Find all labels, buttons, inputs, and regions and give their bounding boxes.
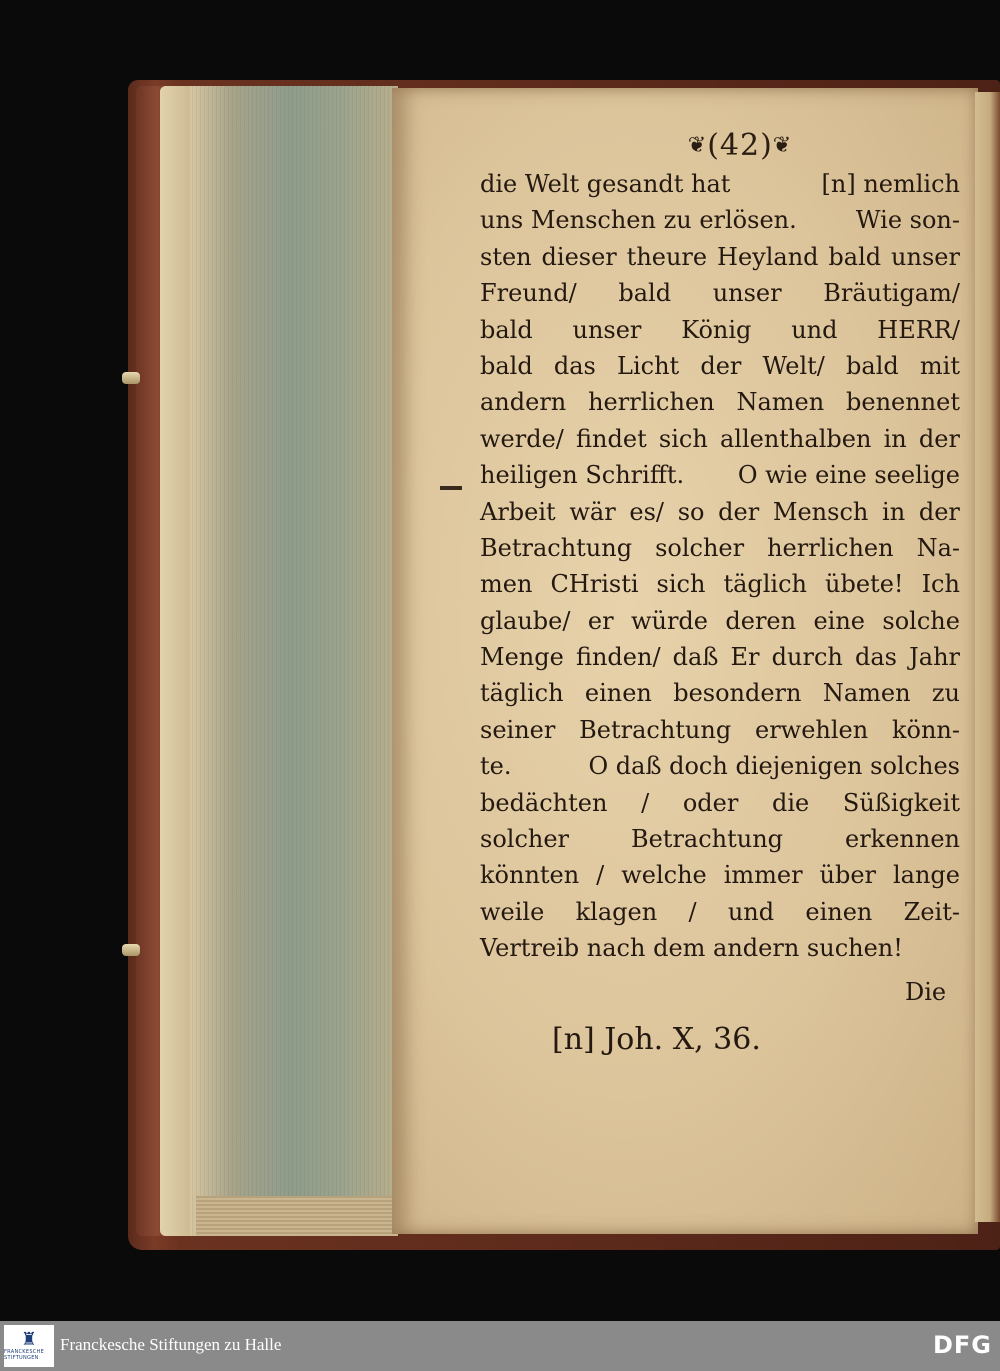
text-word: Welt/ (762, 351, 825, 380)
catchword: Die (905, 978, 947, 1006)
footer-bar (0, 1321, 1000, 1371)
text-word: könn- (891, 715, 960, 744)
text-word: daß (672, 643, 719, 672)
text-word: unser (712, 279, 782, 308)
text-word: dieser (541, 242, 617, 271)
text-word: herrlichen (588, 388, 715, 417)
text-word: Menge (480, 643, 564, 672)
text-word: täglich (723, 570, 808, 599)
ornament-right-icon: ❦ (772, 133, 793, 158)
text-line (480, 166, 960, 202)
text-word: solche (882, 606, 960, 635)
text-word: solcher (655, 533, 745, 562)
text-line (480, 712, 960, 748)
text-word: sten (480, 242, 532, 271)
text-word: lange (892, 861, 960, 890)
marginal-mark (440, 486, 462, 490)
text-word: Arbeit (480, 497, 556, 526)
text-line (480, 457, 960, 493)
text-word: HERR/ (877, 315, 960, 344)
text-word: Betrachtung (630, 825, 784, 854)
page-right-edge (975, 92, 1000, 1222)
text-line (480, 675, 960, 711)
text-word: allenthalben (719, 424, 872, 453)
text-word: der (918, 424, 960, 453)
text-word: Heyland (717, 242, 819, 271)
institution-name: Franckesche Stiftungen zu Halle (60, 1335, 282, 1354)
text-word: König (681, 315, 752, 344)
text-word: besondern (673, 679, 802, 708)
text-line (480, 821, 960, 857)
text-word: benennet (846, 388, 960, 417)
page-block (160, 86, 398, 1236)
text-word: CHristi (550, 570, 639, 599)
text-line (480, 603, 960, 639)
text-word: würde (630, 606, 708, 635)
dfg-logo-icon[interactable]: DFG (932, 1331, 992, 1359)
text-line (480, 566, 960, 602)
text-word: zu (931, 679, 960, 708)
text-word: der (918, 497, 960, 526)
text-line (480, 421, 960, 457)
text-word: glaube/ (480, 606, 571, 635)
text-line (480, 857, 960, 893)
text-word: men (480, 570, 533, 599)
text-line (480, 275, 960, 311)
text-word: deren (725, 606, 797, 635)
text-word: Namen (736, 388, 825, 417)
text-word: erwehlen (754, 715, 869, 744)
text-word: sich (658, 424, 708, 453)
text-segment: Wie son- (855, 206, 960, 235)
text-word: Freund/ (480, 279, 577, 308)
text-word: theure (626, 242, 708, 271)
text-word: wär (569, 497, 616, 526)
text-word: unser (572, 315, 642, 344)
page-text (480, 166, 960, 967)
text-word: einen (584, 679, 652, 708)
text-line (480, 202, 960, 238)
page-number: ❦(42)❦ (687, 128, 793, 163)
text-word: findet (576, 424, 647, 453)
text-line (480, 894, 960, 930)
text-word: so (677, 497, 705, 526)
text-word: unser (891, 242, 960, 271)
text-word: und (791, 315, 838, 344)
text-segment: te. (480, 752, 512, 781)
text-word: bedächten (480, 788, 608, 817)
text-word: das (855, 643, 897, 672)
text-segment: heiligen Schrifft. (480, 461, 685, 490)
text-word: Na- (916, 533, 960, 562)
text-word: / (596, 861, 605, 890)
logo-text: FRANCKESCHE STIFTUNGEN (4, 1349, 45, 1361)
text-line (480, 348, 960, 384)
text-line (480, 384, 960, 420)
text-segment: die Welt gesandt hat (480, 170, 731, 198)
text-word: er (587, 606, 614, 635)
text-word: in (882, 497, 906, 526)
text-line (480, 930, 960, 966)
text-word: oder (682, 788, 739, 817)
text-segment: uns Menschen zu erlösen. (480, 206, 797, 235)
footnote: [n] Joh. X, 36. (552, 1022, 761, 1057)
text-segment: [n] nemlich (821, 170, 960, 198)
text-word: Betrachtung (579, 715, 732, 744)
text-word: erkennen (844, 825, 960, 854)
text-line (480, 639, 960, 675)
page-block-bottom (196, 1196, 398, 1236)
text-word: Jahr (909, 643, 960, 672)
text-word: sich (656, 570, 706, 599)
text-word: Ich (921, 570, 960, 599)
text-word: Namen (822, 679, 911, 708)
text-word: eine (813, 606, 866, 635)
text-word: die (772, 788, 810, 817)
ornament-left-icon: ❦ (687, 133, 708, 158)
text-word: Zeit- (903, 897, 960, 926)
clasp-pin-icon (122, 944, 140, 956)
text-segment: Vertreib nach dem andern suchen! (480, 934, 903, 963)
text-word: übete! (825, 570, 904, 599)
text-word: klagen (575, 897, 658, 926)
text-word: das (553, 351, 596, 380)
text-word: Er (730, 643, 760, 672)
text-line (480, 494, 960, 530)
text-word: werde/ (480, 424, 564, 453)
text-word: solcher (480, 825, 570, 854)
text-line (480, 312, 960, 348)
text-word: welche (621, 861, 707, 890)
page-block-edge (160, 86, 190, 1236)
text-word: finden/ (575, 643, 661, 672)
text-word: und (727, 897, 775, 926)
text-word: / (688, 897, 697, 926)
clasp-pin-icon (122, 372, 140, 384)
text-word: seiner (480, 715, 556, 744)
text-word: mit (919, 351, 960, 380)
text-line (480, 785, 960, 821)
text-segment: O daß doch diejenigen solches (588, 752, 960, 781)
text-segment: O wie eine seelige (737, 461, 960, 490)
franckesche-stiftungen-logo-icon[interactable]: ♜ FRANCKESCHE STIFTUNGEN (4, 1325, 54, 1367)
text-word: bald (828, 242, 882, 271)
text-word: einen (805, 897, 873, 926)
text-word: Betrachtung (480, 533, 633, 562)
text-line (480, 748, 960, 784)
text-word: durch (771, 643, 843, 672)
text-word: es/ (629, 497, 665, 526)
text-word: könnten (480, 861, 580, 890)
text-word: weile (480, 897, 545, 926)
text-word: bald (480, 351, 533, 380)
text-word: Licht (617, 351, 680, 380)
text-word: Süßigkeit (842, 788, 960, 817)
text-word: bald (846, 351, 899, 380)
text-word: bald (618, 279, 672, 308)
text-word: täglich (480, 679, 564, 708)
text-word: in (883, 424, 907, 453)
text-line (480, 530, 960, 566)
text-line (480, 239, 960, 275)
text-word: bald (480, 315, 533, 344)
text-word: Bräutigam/ (823, 279, 960, 308)
text-word: der (700, 351, 742, 380)
text-word: herrlichen (767, 533, 894, 562)
text-word: der (718, 497, 760, 526)
text-word: andern (480, 388, 567, 417)
text-word: immer (723, 861, 803, 890)
text-word: über (819, 861, 877, 890)
text-word: / (641, 788, 650, 817)
text-word: Mensch (772, 497, 869, 526)
